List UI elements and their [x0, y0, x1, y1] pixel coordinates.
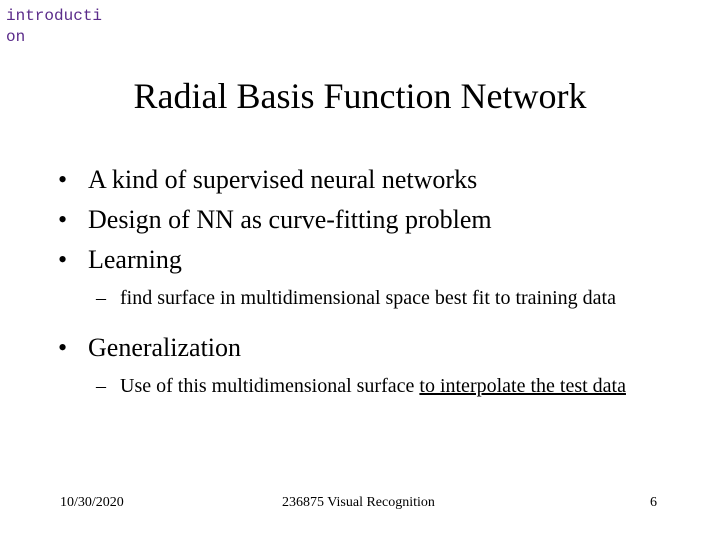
- bullet-marker: •: [58, 165, 68, 194]
- footer-course: 236875 Visual Recognition: [282, 495, 435, 510]
- sub-bullet-text: Use of this multidimensional surface: [120, 375, 420, 397]
- bullet-item: [58, 160, 678, 200]
- bullet-marker: •: [58, 205, 68, 234]
- sub-bullet-text: find surface in multidimensional space best fit to training data: [120, 287, 616, 309]
- bullet-item: [58, 328, 678, 368]
- bullet-marker: •: [58, 245, 68, 274]
- section-tag: introduction: [6, 7, 103, 46]
- footer-page-number: 6: [650, 495, 657, 510]
- slide-title: Radial Basis Function Network: [133, 76, 587, 116]
- bullet-text: A kind of supervised neural networks: [88, 165, 478, 194]
- bullet-text: Generalization: [88, 333, 242, 362]
- sub-bullet-item: [58, 284, 678, 312]
- bullet-list: [58, 160, 678, 400]
- bullet-marker: •: [58, 333, 68, 362]
- bullet-item: [58, 240, 678, 280]
- bullet-text: Design of NN as curve-fitting problem: [88, 205, 492, 234]
- sub-bullet-marker: –: [96, 287, 106, 309]
- sub-bullet-marker: –: [96, 375, 106, 397]
- bullet-text: Learning: [88, 245, 182, 274]
- bullet-item: [58, 200, 678, 240]
- sub-bullet-item: [58, 372, 678, 400]
- underlined-phrase: to interpolate the test data: [419, 375, 626, 397]
- footer-date: 10/30/2020: [60, 495, 124, 510]
